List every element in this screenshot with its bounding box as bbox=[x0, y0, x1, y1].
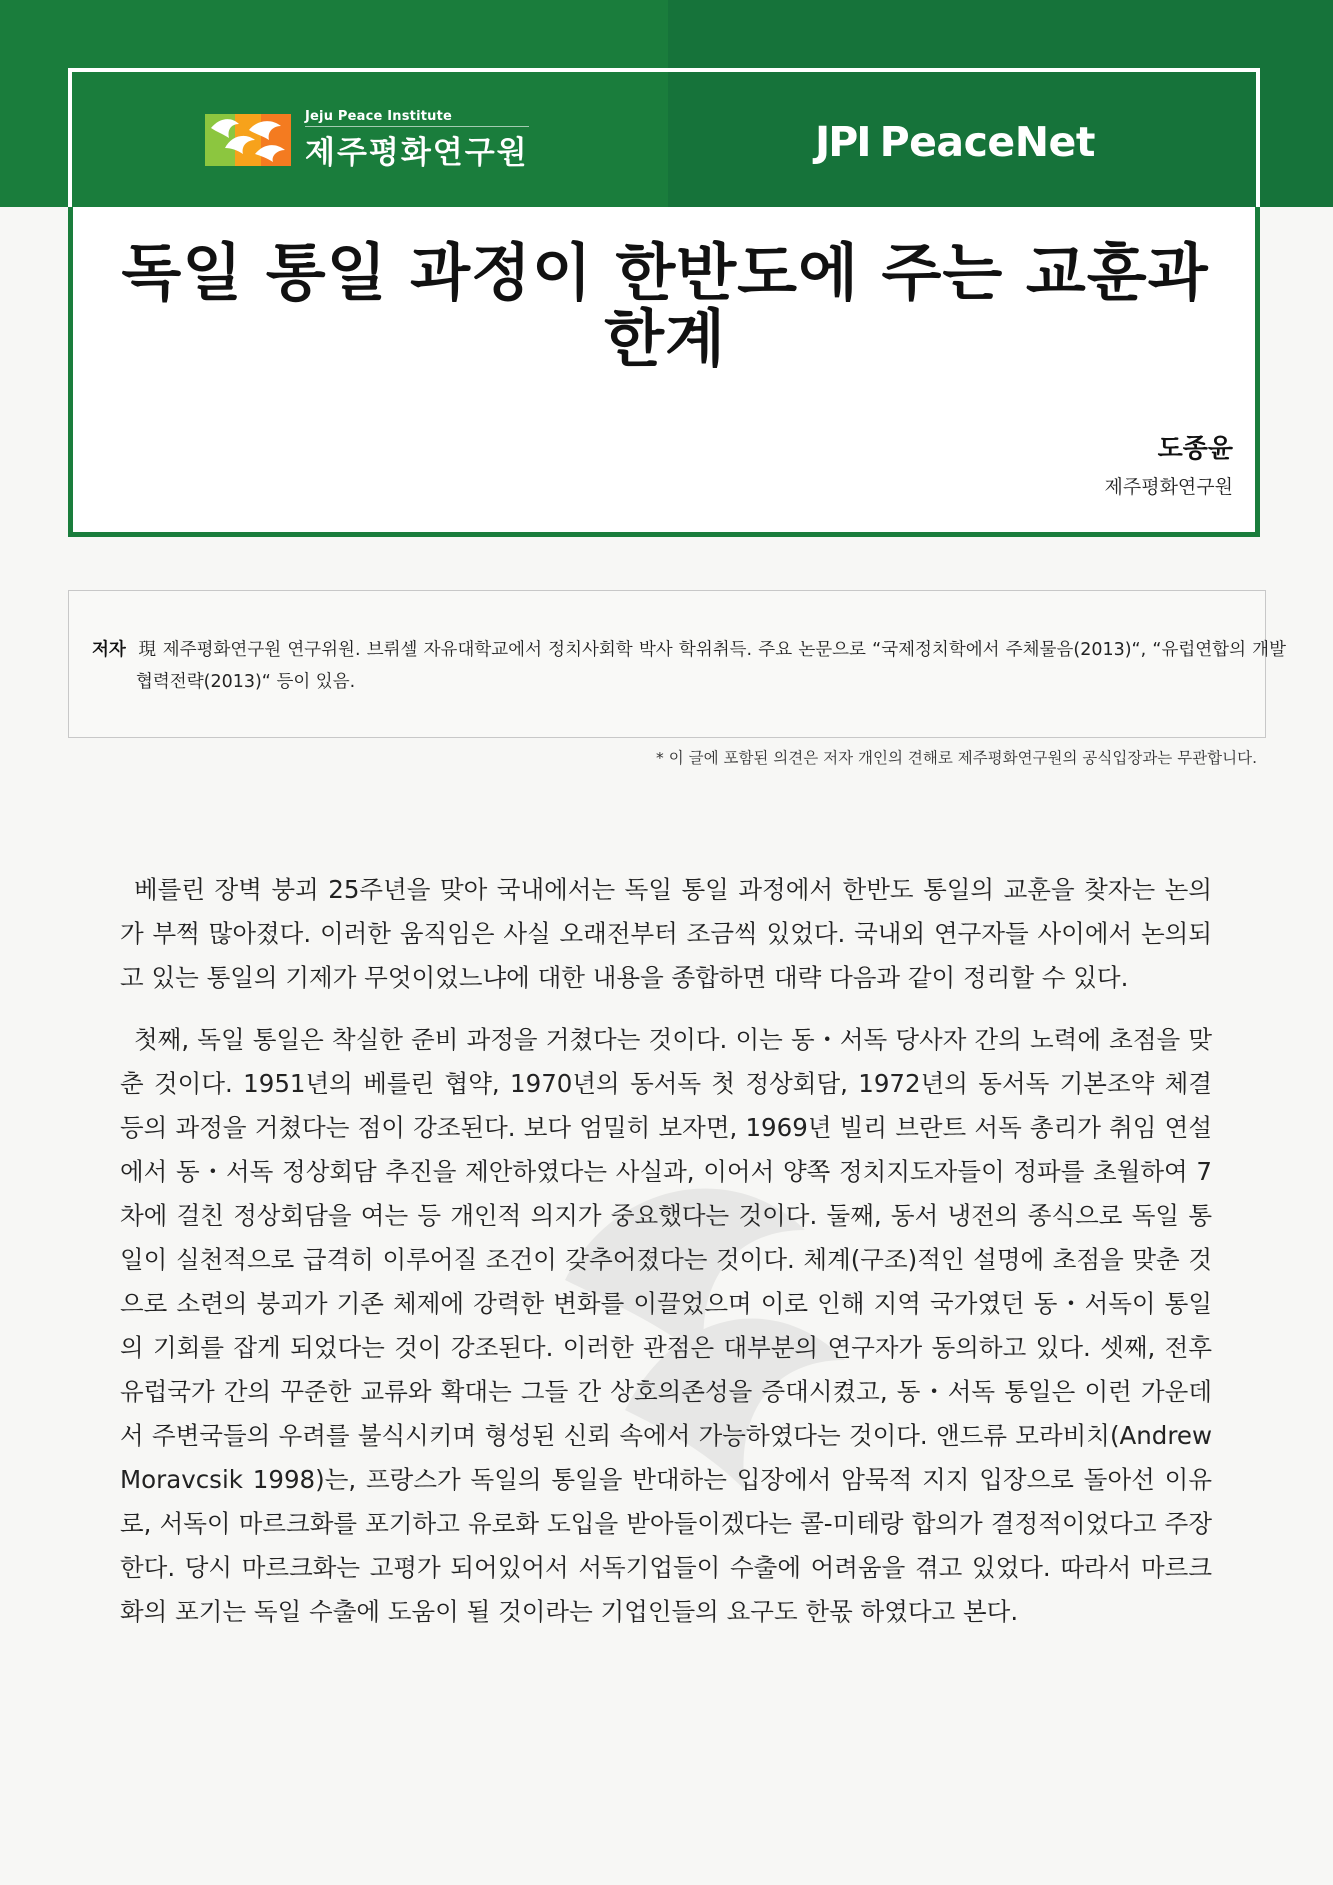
document-title: 독일 통일 과정이 한반도에 주는 교훈과 한계 bbox=[121, 236, 1209, 375]
jeju-peace-institute-logo bbox=[205, 108, 529, 172]
author-bio bbox=[92, 634, 1286, 698]
disclaimer: * 이 글에 포함된 의견은 저자 개인의 견해로 제주평화연구원의 공식입장과는 무관합니다. bbox=[656, 749, 1257, 767]
author-organization: 제주평화연구원 bbox=[1104, 476, 1233, 498]
bio-label: 저자 bbox=[92, 640, 126, 660]
logo-korean-text: 제주평화연구원 bbox=[305, 134, 529, 171]
jpi-peacenet-logo bbox=[815, 118, 1095, 166]
article-body bbox=[120, 868, 1212, 1652]
paragraph-2: 첫째, 독일 통일은 착실한 준비 과정을 거쳤다는 것이다. 이는 동・서독 당사자 간의 노력에 초점을 맞춘 것이다. 1951년의 베를린 협약, 1970년의 동서독 첫 정상회담, 1972년의 동서독 기본조약 체결 등의 과정을 거쳤다는 점이 강조된다. 보다 엄밀히 보자면, 1969년 빌리 브란트 서독 총리가 취임 연설에서 동・서독 정상회담 추진을 제안하였다는 사실과, 이어서 양쪽 정치지도자들이 정파를 초월하여 7차에 걸친 정상회담을 여는 등 개인적 의지가 중요했다는 것이다. 둘째, 동서 냉전의 종식으로 독일 통일이 실천적으로 급격히 이루어질 조건이 갖추어졌다는 것이다. 체계(구조)적인 설명에 초점을 맞춘 것으로 소련의 붕괴가 기존 체제에 강력한 변화를 이끌었으며 이로 인해 지역 국가였던 동・서독이 통일의 기회를 잡게 되었다는 것이 강조된다. 이러한 관점은 대부분의 연구자가 동의하고 있다. 셋째, 전후 유럽국가 간의 꾸준한 교류와 확대는 그들 간 상호의존성을 증대시켰고, 동・서독 통일은 이런 가운데서 주변국들의 우려를 불식시키며 형성된 신뢰 속에서 가능하였다는 것이다. 앤드류 모라비치(Andrew Moravcsik 1998)는, 프랑스가 독일의 통일을 반대하는 입장에서 암묵적 지지 입장으로 돌아선 이유로, 서독이 마르크화를 포기하고 유로화 도입을 받아들이겠다는 콜-미테랑 합의가 결정적이었다고 주장한다. 당시 마르크화는 고평가 되어있어서 서독기업들이 수출에 어려움을 겪고 있었다. 따라서 마르크화의 포기는 독일 수출에 도움이 될 것이라는 기업인들의 요구도 한몫 하였다고 본다. bbox=[120, 1025, 1212, 1626]
dove-logo-icon bbox=[205, 108, 293, 172]
jpi-mark: JPI bbox=[815, 118, 870, 166]
paragraph-1: 베를린 장벽 붕괴 25주년을 맞아 국내에서는 독일 통일 과정에서 한반도 통일의 교훈을 찾자는 논의가 부쩍 많아졌다. 이러한 움직임은 사실 오래전부터 조금씩 있었다. 국내외 연구자들 사이에서 논의되고 있는 통일의 기제가 무엇이었느냐에 대한 내용을 종합하면 대략 다음과 같이 정리할 수 있다. bbox=[120, 875, 1212, 992]
peacenet-text: PeaceNet bbox=[879, 118, 1095, 166]
author-name: 도종윤 bbox=[1157, 434, 1233, 464]
logo-english-text: Jeju Peace Institute bbox=[305, 109, 529, 127]
bio-text: 現 제주평화연구원 연구위원. 브뤼셀 자유대학교에서 정치사회학 박사 학위취득. 주요 논문으로 “국제정치학에서 주체물음(2013)“, “유럽연합의 개발협력전략(2013)“ 등이 있음. bbox=[136, 640, 1286, 692]
